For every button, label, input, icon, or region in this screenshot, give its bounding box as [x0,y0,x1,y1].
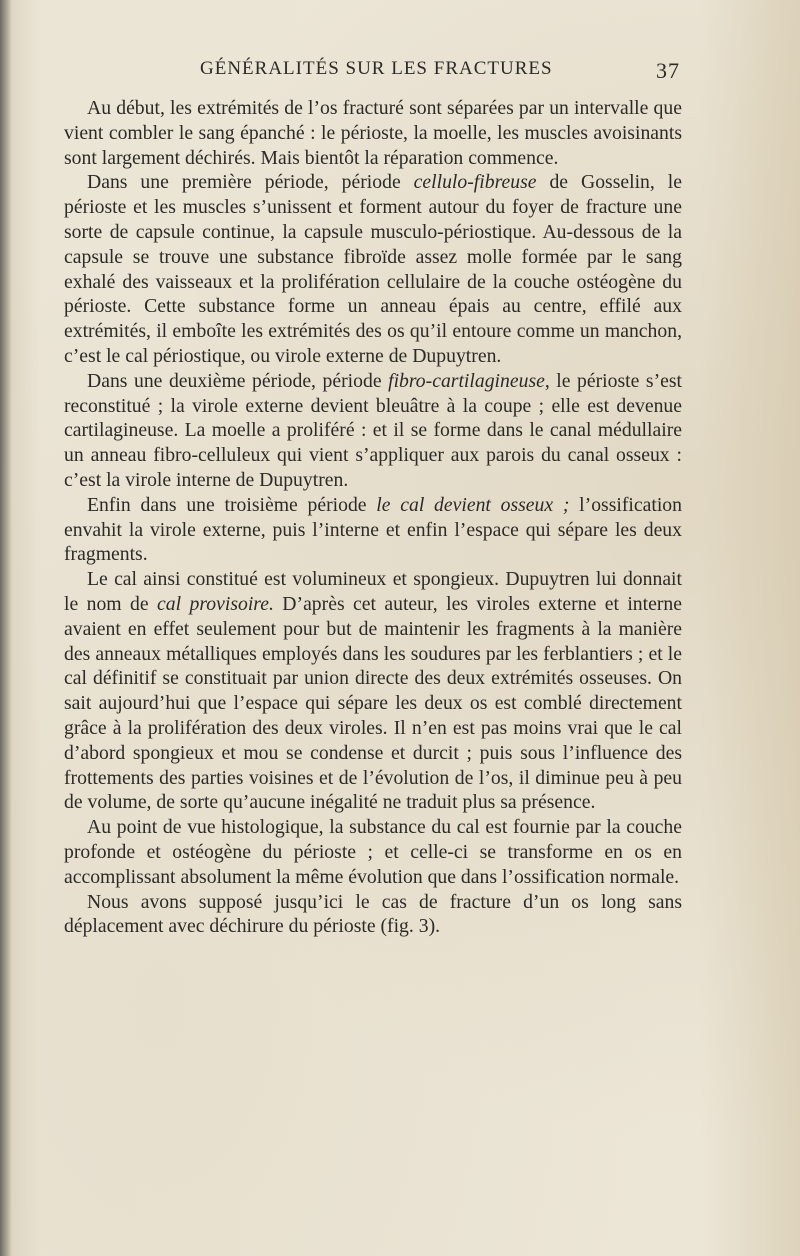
italic-term: le cal devient osseux ; [376,493,570,516]
page-number: 37 [656,58,680,83]
paragraph-1 [64,96,682,170]
page-header [200,58,680,86]
paragraph-text: Le cal ainsi constitué est volumineux et spongieux. Dupuytren lui donnait le nom de [64,568,682,615]
running-title: GÉNÉRALITÉS SUR LES FRACTURES [200,58,553,79]
paragraph-text: Nous avons supposé jusqu’ici le cas de fracture d’un os long sans déplacement avec déchirure du périoste (fig. 3). [64,890,682,938]
paragraph-text: de Gosselin, le périoste et les muscles s’unissent et forment autour du foyer de fracture une sorte de capsule continue, la capsule musculo-périostique. Au-dessous de la capsule se trouve une substance fibroïde assez molle formée par le sang exhalé des vaisseaux et la prolifération cellulaire de la couche ostéogène du périoste. Cette substance forme un anneau épais au centre, effilé aux extrémités, il emboîte les extrémités des os qu’il entoure comme un manchon, c’est le cal périostique, ou virole externe de Dupuytren. [64,171,682,367]
paragraph-7 [64,890,682,940]
paragraph-text: Au point de vue histologique, la substance du cal est fournie par la couche profonde et ostéogène du périoste ; et celle-ci se transforme en os en accomplissant absolument la même évolution que dans l’ossification normale. [64,816,682,888]
paragraph-text: Dans une première période, période [87,171,414,194]
paragraph-6 [64,815,682,889]
paragraph-text: , le périoste s’est reconstitué ; la virole externe devient bleuâtre à la coupe ; elle est devenue cartilagineuse. La moelle a proliféré : et il se forme dans le canal médullaire un anneau fibro-celluleux qui vient s’appliquer aux parois du canal osseux : c’est la virole interne de Dupuytren. [64,369,682,491]
paragraph-text: D’après cet auteur, les viroles externe et interne avaient en effet seulement pour but de maintenir les fragments à la manière des anneaux métalliques employés dans les soudures par les ferblantiers ; et le cal définitif se constituait par union directe des deux extrémités osseuses. On sait aujourd’hui que l’espace qui sépare les deux os est comblé directement grâce à la prolifération des deux viroles. Il n’en est pas moins vrai que le cal d’abord spongieux et mou se condense et durcit ; puis sous l’influence des frottements des parties voisines et de l’évolution de l’os, il diminue peu à peu de volume, de sorte qu’aucune inégalité ne traduit plus sa présence. [64,592,682,814]
body-text [64,96,682,939]
paragraph-text: Dans une deuxième période, période [87,369,389,392]
italic-term: fibro-cartilagineuse [388,369,545,392]
paragraph-3 [64,369,682,493]
italic-term: cal provisoire. [157,592,274,615]
paragraph-text: Au début, les extrémités de l’os fracturé sont séparées par un intervalle que vient combler le sang épanché : le périoste, la moelle, les muscles avoisinants sont largement déchirés. Mais bientôt la réparation commence. [64,97,682,169]
binding-gutter [0,0,12,1256]
paragraph-text: Enfin dans une troisième période [87,493,377,516]
paragraph-text: l’ossification envahit la virole externe, puis l’interne et enfin l’espace qui sépare les deux fragments. [64,493,682,566]
paragraph-5 [64,567,682,815]
italic-term: cellulo-fibreuse [413,171,537,194]
paragraph-2 [64,170,682,368]
paragraph-4 [64,493,682,567]
